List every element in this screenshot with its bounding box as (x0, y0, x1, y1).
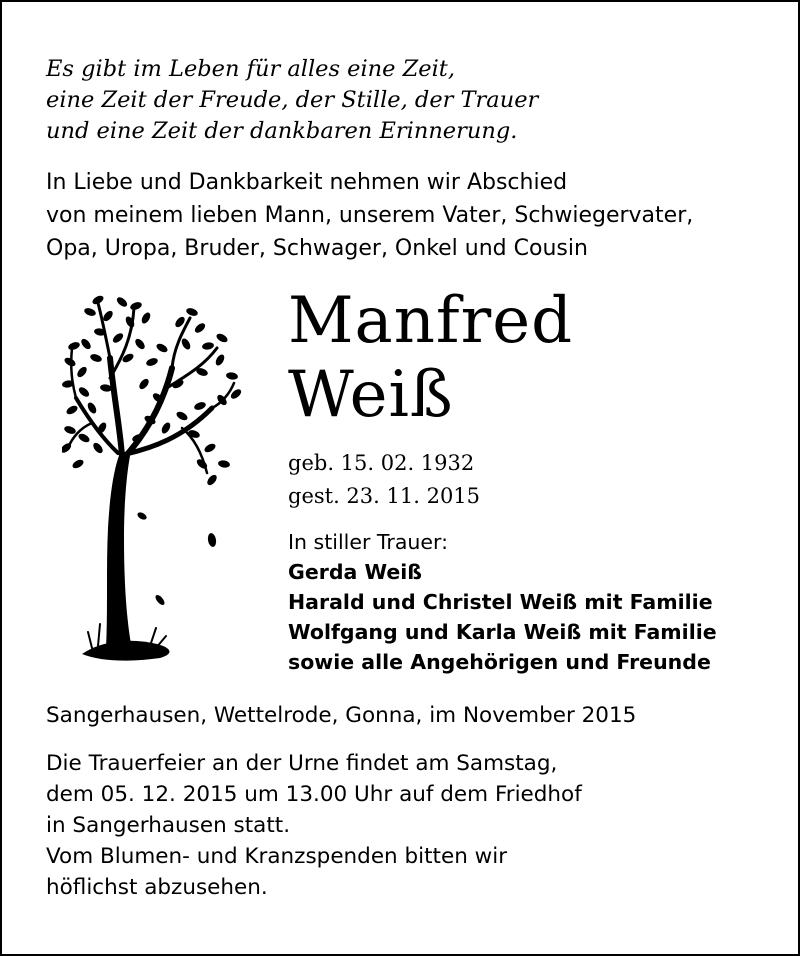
deceased-name (288, 284, 573, 432)
mourner-name: Wolfgang und Karla Weiß mit Familie (288, 620, 717, 644)
place-date: Sangerhausen, Wettelrode, Gonna, im November 2015 (46, 703, 637, 728)
tree-silhouette-icon (62, 288, 242, 678)
verse-line: Es gibt im Leben für alles eine Zeit, (46, 56, 455, 82)
mourner-name: Gerda Weiß (288, 560, 423, 584)
verse (46, 54, 538, 147)
farewell-line: In Liebe und Dankbarkeit nehmen wir Abschied (46, 170, 568, 195)
farewell-line: von meinem lieben Mann, unserem Vater, Schwiegervater, (46, 203, 694, 228)
deceased-last-name: Weiß (288, 358, 454, 432)
farewell-text (46, 166, 693, 265)
ceremony-line: Vom Blumen- und Kranzspenden bitten wir (46, 844, 508, 869)
deceased-first-name: Manfred (288, 284, 574, 358)
ceremony-line: dem 05. 12. 2015 um 13.00 Uhr auf dem Friedhof (46, 782, 582, 807)
ceremony-line: Die Trauerfeier an der Urne findet am Samstag, (46, 751, 558, 776)
farewell-line: Opa, Uropa, Bruder, Schwager, Onkel und Cousin (46, 236, 588, 261)
mourner-name: sowie alle Angehörigen und Freunde (288, 650, 711, 674)
mourners-intro: In stiller Trauer: (288, 530, 448, 554)
mourner-name: Harald und Christel Weiß mit Familie (288, 590, 713, 614)
death-date: gest. 23. 11. 2015 (288, 484, 481, 508)
ceremony-line: höflichst abzusehen. (46, 875, 268, 900)
ceremony-line: in Sangerhausen statt. (46, 813, 291, 838)
mourners-block (288, 527, 717, 677)
verse-line: eine Zeit der Freude, der Stille, der Trauer (46, 87, 539, 113)
birth-date: geb. 15. 02. 1932 (288, 451, 475, 475)
verse-line: und eine Zeit der dankbaren Erinnerung. (46, 118, 518, 144)
ceremony-info (46, 748, 582, 903)
life-dates (288, 447, 480, 513)
